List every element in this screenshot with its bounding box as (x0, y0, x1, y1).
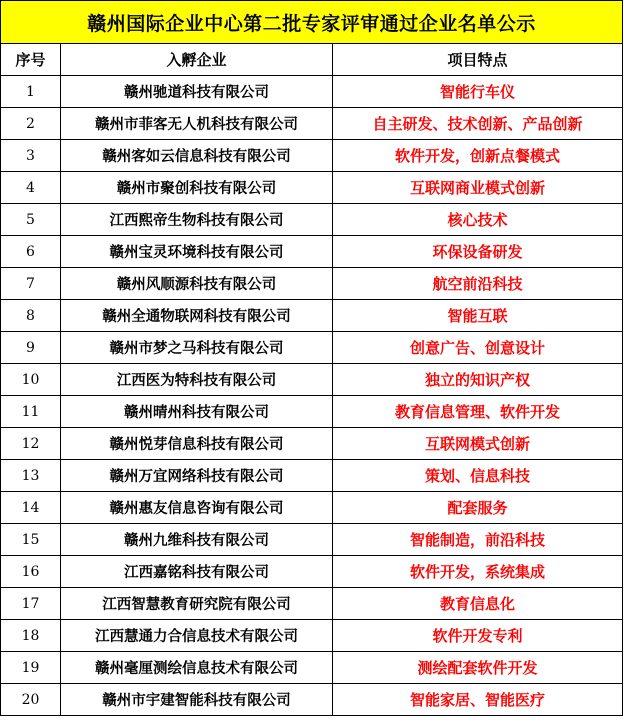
project-feature: 软件开发，创新点餐模式 (333, 140, 623, 172)
row-number: 19 (1, 652, 61, 684)
row-number: 2 (1, 108, 61, 140)
table-row (1, 588, 623, 620)
company-name: 赣州悦芽信息科技有限公司 (61, 428, 333, 460)
company-name: 江西慧通力合信息技术有限公司 (61, 620, 333, 652)
project-feature: 智能制造，前沿科技 (333, 524, 623, 556)
row-number: 15 (1, 524, 61, 556)
project-feature: 智能互联 (333, 300, 623, 332)
table-row (1, 524, 623, 556)
table-row (1, 300, 623, 332)
header-company: 入孵企业 (61, 44, 333, 76)
company-name: 江西医为特科技有限公司 (61, 364, 333, 396)
table-row (1, 236, 623, 268)
company-name: 赣州万宜网络科技有限公司 (61, 460, 333, 492)
table-row (1, 172, 623, 204)
project-feature: 互联网模式创新 (333, 428, 623, 460)
company-name: 赣州市聚创科技有限公司 (61, 172, 333, 204)
header-feature: 项目特点 (333, 44, 623, 76)
company-name: 赣州驰道科技有限公司 (61, 76, 333, 108)
row-number: 4 (1, 172, 61, 204)
table-row (1, 428, 623, 460)
company-name: 赣州市菲客无人机科技有限公司 (61, 108, 333, 140)
row-number: 5 (1, 204, 61, 236)
company-name: 赣州全通物联网科技有限公司 (61, 300, 333, 332)
row-number: 10 (1, 364, 61, 396)
project-feature: 教育信息化 (333, 588, 623, 620)
table-row (1, 684, 623, 716)
company-name: 赣州惠友信息咨询有限公司 (61, 492, 333, 524)
project-feature: 教育信息管理、软件开发 (333, 396, 623, 428)
row-number: 17 (1, 588, 61, 620)
project-feature: 航空前沿科技 (333, 268, 623, 300)
table-row (1, 76, 623, 108)
row-number: 6 (1, 236, 61, 268)
project-feature: 自主研发、技术创新、产品创新 (333, 108, 623, 140)
header-row (1, 44, 623, 76)
row-number: 7 (1, 268, 61, 300)
row-number: 18 (1, 620, 61, 652)
company-name: 赣州市梦之马科技有限公司 (61, 332, 333, 364)
row-number: 11 (1, 396, 61, 428)
project-feature: 互联网商业模式创新 (333, 172, 623, 204)
project-feature: 智能家居、智能医疗 (333, 684, 623, 716)
row-number: 1 (1, 76, 61, 108)
project-feature: 策划、信息科技 (333, 460, 623, 492)
table-row (1, 108, 623, 140)
project-feature: 测绘配套软件开发 (333, 652, 623, 684)
row-number: 14 (1, 492, 61, 524)
row-number: 3 (1, 140, 61, 172)
company-name: 江西智慧教育研究院有限公司 (61, 588, 333, 620)
project-feature: 软件开发，系统集成 (333, 556, 623, 588)
company-name: 赣州晴州科技有限公司 (61, 396, 333, 428)
company-name: 赣州市宇建智能科技有限公司 (61, 684, 333, 716)
company-name: 赣州毫厘测绘信息技术有限公司 (61, 652, 333, 684)
project-feature: 核心技术 (333, 204, 623, 236)
row-number: 16 (1, 556, 61, 588)
project-feature: 智能行车仪 (333, 76, 623, 108)
table-row (1, 268, 623, 300)
table-body (1, 76, 623, 716)
table-row (1, 652, 623, 684)
company-name: 赣州风顺源科技有限公司 (61, 268, 333, 300)
project-feature: 环保设备研发 (333, 236, 623, 268)
table-row (1, 332, 623, 364)
header-no: 序号 (1, 44, 61, 76)
table-row (1, 620, 623, 652)
project-feature: 软件开发专利 (333, 620, 623, 652)
table-row (1, 204, 623, 236)
project-feature: 独立的知识产权 (333, 364, 623, 396)
table-row (1, 396, 623, 428)
table-row (1, 140, 623, 172)
company-name: 赣州九维科技有限公司 (61, 524, 333, 556)
company-name: 赣州客如云信息科技有限公司 (61, 140, 333, 172)
table-row (1, 460, 623, 492)
row-number: 13 (1, 460, 61, 492)
project-feature: 配套服务 (333, 492, 623, 524)
row-number: 9 (1, 332, 61, 364)
row-number: 8 (1, 300, 61, 332)
table-title: 赣州国际企业中心第二批专家评审通过企业名单公示 (1, 1, 623, 44)
company-name: 江西嘉铭科技有限公司 (61, 556, 333, 588)
row-number: 20 (1, 684, 61, 716)
company-name: 江西熙帝生物科技有限公司 (61, 204, 333, 236)
row-number: 12 (1, 428, 61, 460)
project-feature: 创意广告、创意设计 (333, 332, 623, 364)
table-row (1, 492, 623, 524)
company-name: 赣州宝灵环境科技有限公司 (61, 236, 333, 268)
table-row (1, 364, 623, 396)
table-row (1, 556, 623, 588)
